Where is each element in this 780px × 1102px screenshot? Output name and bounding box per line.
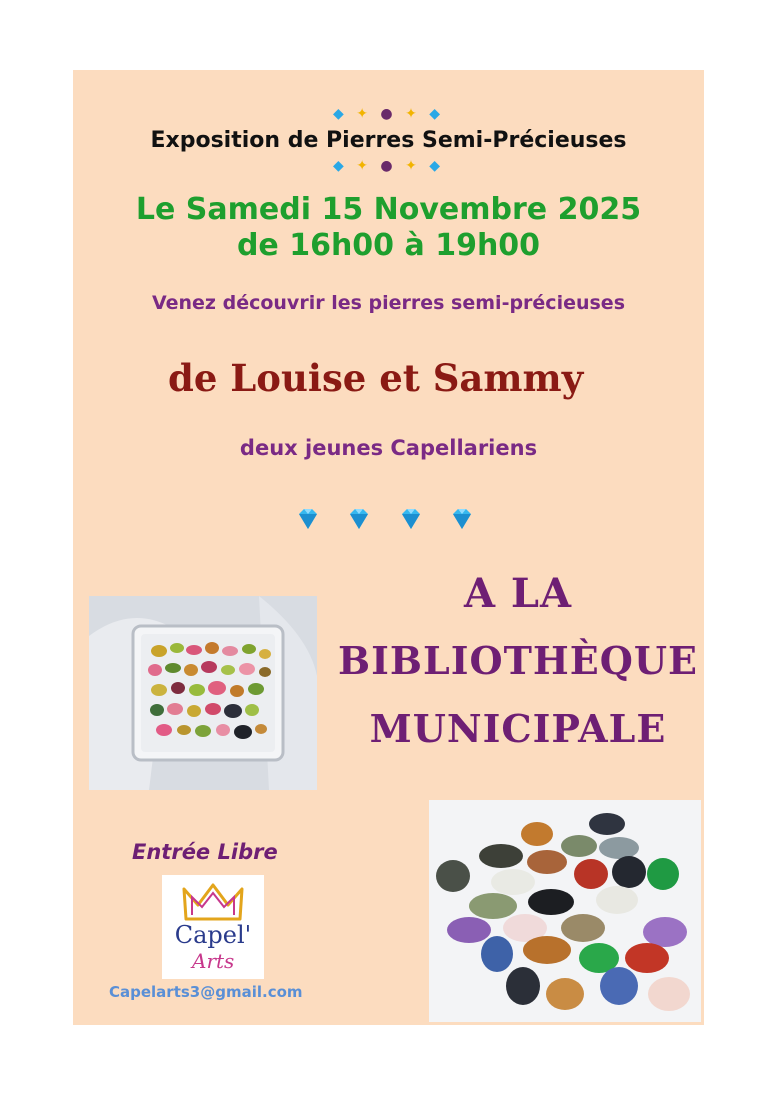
location-line-3: MUNICIPALE — [369, 706, 667, 751]
crystal-ball-icon: ● — [380, 106, 397, 122]
exhibitor-names: de Louise et Sammy — [168, 356, 584, 400]
sparkles-icon: ✦ — [405, 158, 421, 174]
decoration-top — [73, 106, 704, 122]
diamond-icon — [346, 506, 372, 532]
diamond-icon: ◆ — [332, 158, 348, 174]
sparkles-icon: ✦ — [405, 106, 421, 122]
gemstone-box-photo — [89, 596, 317, 790]
capelarts-logo — [162, 875, 264, 979]
diamond-icon — [449, 506, 475, 532]
crystal-ball-icon: ● — [380, 158, 397, 174]
logo-text-arts: Arts — [192, 949, 235, 973]
event-time: de 16h00 à 19h00 — [236, 228, 541, 263]
diamond-icon: ◆ — [429, 106, 445, 122]
diamond-icon: ◆ — [332, 106, 348, 122]
event-date: Le Samedi 15 Novembre 2025 — [135, 192, 642, 227]
poster-title: Exposition de Pierres Semi-Précieuses — [150, 128, 627, 153]
decoration-bottom — [73, 158, 704, 174]
location-line-1: A LA — [463, 570, 573, 617]
free-entry-label: Entrée Libre — [132, 840, 278, 864]
location-line-2: BIBLIOTHÈQUE — [338, 638, 698, 683]
event-poster — [73, 70, 704, 1025]
diamond-icon: ◆ — [429, 158, 445, 174]
contact-email[interactable]: Capelarts3@gmail.com — [109, 983, 303, 1001]
event-date-block — [73, 192, 704, 264]
diamond-icon — [295, 506, 321, 532]
invite-text: Venez découvrir les pierres semi-précieuses — [151, 292, 626, 314]
sparkles-icon: ✦ — [356, 106, 372, 122]
cabochon-stones-photo — [429, 800, 701, 1022]
exhibitor-subtitle: deux jeunes Capellariens — [239, 436, 538, 460]
diamond-row — [295, 506, 475, 532]
sparkles-icon: ✦ — [356, 158, 372, 174]
diamond-icon — [398, 506, 424, 532]
logo-text-capel: Capel' — [174, 921, 252, 949]
